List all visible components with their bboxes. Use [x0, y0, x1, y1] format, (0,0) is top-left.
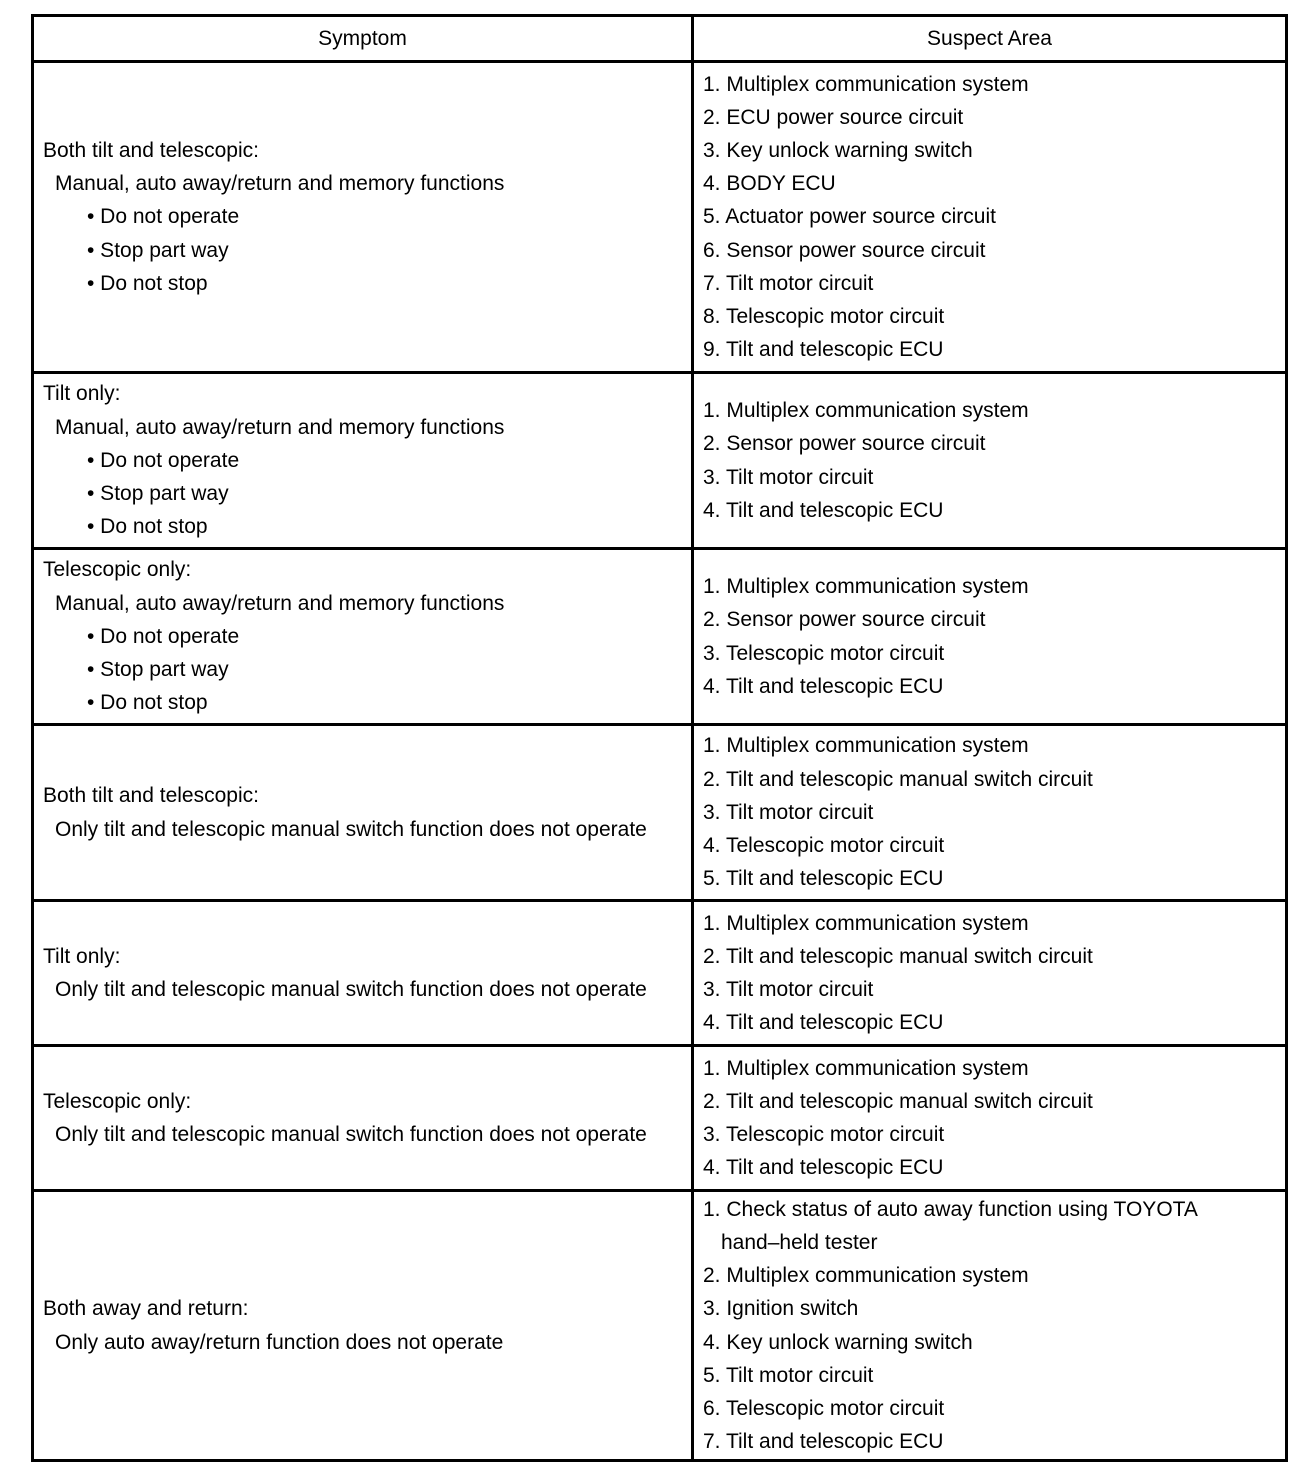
table-row — [34, 550, 1285, 726]
symptom-cell — [34, 1192, 691, 1459]
suspect-item: 3. Tilt motor circuit — [703, 800, 874, 824]
suspect-cell — [694, 550, 1285, 723]
table-row — [34, 1047, 1285, 1192]
suspect-item: 1. Check status of auto away function using TOYOTA — [703, 1197, 1198, 1221]
suspect-item: 7. Tilt and telescopic ECU — [703, 1430, 944, 1454]
suspect-item: 8. Telescopic motor circuit — [703, 305, 945, 328]
symptom-bullet: • Stop part way — [87, 238, 229, 262]
table-row — [34, 374, 1285, 550]
suspect-item: 9. Tilt and telescopic ECU — [703, 338, 944, 362]
suspect-item: 4. Tilt and telescopic ECU — [703, 674, 944, 698]
suspect-item: 4. Key unlock warning switch — [703, 1330, 973, 1354]
suspect-item: 1. Multiplex communication system — [703, 399, 1029, 423]
symptom-detail: Only tilt and telescopic manual switch function does not operate — [55, 978, 647, 1001]
header-symptom: Symptom — [318, 27, 407, 50]
suspect-item: 2. Tilt and telescopic manual switch circuit — [703, 1089, 1093, 1113]
symptom-cell — [34, 726, 691, 899]
suspect-item: 5. Tilt motor circuit — [703, 1363, 874, 1387]
symptom-bullet: • Stop part way — [87, 482, 229, 506]
symptom-title: Both tilt and telescopic: — [43, 138, 259, 162]
suspect-item: 2. Sensor power source circuit — [703, 432, 986, 456]
suspect-item: 1. Multiplex communication system — [703, 575, 1029, 599]
suspect-cell — [694, 374, 1285, 547]
symptom-title: Telescopic only: — [43, 1089, 192, 1113]
symptom-bullet: • Stop part way — [87, 658, 229, 682]
suspect-item: 4. Telescopic motor circuit — [703, 834, 945, 858]
symptom-bullet: • Do not stop — [87, 691, 208, 715]
suspect-item: 3. Tilt motor circuit — [703, 978, 874, 1001]
suspect-cell — [694, 726, 1285, 899]
suspect-item: 3. Telescopic motor circuit — [703, 641, 945, 665]
symptom-detail: Only tilt and telescopic manual switch function does not operate — [55, 1123, 647, 1146]
symptom-title: Both away and return: — [43, 1297, 249, 1321]
symptom-bullet: • Do not operate — [87, 624, 240, 648]
symptom-bullet: • Do not operate — [87, 448, 240, 472]
suspect-item: 3. Telescopic motor circuit — [703, 1123, 945, 1146]
suspect-item: 4. Tilt and telescopic ECU — [703, 1156, 944, 1180]
symptom-cell — [34, 550, 691, 723]
suspect-item: 2. Tilt and telescopic manual switch circuit — [703, 944, 1093, 968]
suspect-item: 2. Tilt and telescopic manual switch circuit — [703, 767, 1093, 791]
symptom-bullet: • Do not stop — [87, 515, 208, 539]
suspect-item: 5. Tilt and telescopic ECU — [703, 867, 944, 891]
symptom-cell — [34, 374, 691, 547]
header-suspect-area: Suspect Area — [927, 27, 1052, 50]
symptom-title: Telescopic only: — [43, 558, 192, 582]
suspect-cell — [694, 63, 1285, 371]
suspect-item-continuation: hand–held tester — [721, 1230, 878, 1254]
symptom-cell — [34, 902, 691, 1044]
suspect-item: 3. Tilt motor circuit — [703, 465, 874, 489]
table-row — [34, 63, 1285, 374]
suspect-item: 4. BODY ECU — [703, 172, 836, 196]
suspect-cell — [694, 1192, 1285, 1459]
suspect-item: 1. Multiplex communication system — [703, 1056, 1029, 1080]
table-row — [34, 726, 1285, 902]
symptom-detail: Manual, auto away/return and memory functions — [55, 591, 505, 615]
suspect-item: 7. Tilt motor circuit — [703, 271, 874, 295]
table-header-row — [34, 17, 1285, 63]
symptom-cell — [34, 63, 691, 371]
suspect-item: 2. ECU power source circuit — [703, 105, 964, 129]
suspect-item: 6. Telescopic motor circuit — [703, 1396, 945, 1420]
suspect-item: 5. Actuator power source circuit — [703, 205, 996, 229]
symptom-title: Tilt only: — [43, 944, 121, 968]
suspect-item: 2. Multiplex communication system — [703, 1264, 1029, 1288]
suspect-item: 4. Tilt and telescopic ECU — [703, 498, 944, 522]
suspect-item: 1. Multiplex communication system — [703, 911, 1029, 935]
symptom-detail: Manual, auto away/return and memory functions — [55, 172, 505, 196]
suspect-item: 6. Sensor power source circuit — [703, 238, 986, 262]
symptom-detail: Only auto away/return function does not operate — [55, 1330, 504, 1354]
suspect-item: 1. Multiplex communication system — [703, 72, 1029, 96]
symptom-bullet: • Do not operate — [87, 205, 240, 229]
symptom-cell — [34, 1047, 691, 1189]
symptom-bullet: • Do not stop — [87, 271, 208, 295]
suspect-item: 1. Multiplex communication system — [703, 734, 1029, 758]
suspect-cell — [694, 1047, 1285, 1189]
suspect-item: 2. Sensor power source circuit — [703, 608, 986, 632]
suspect-cell — [694, 902, 1285, 1044]
symptom-detail: Only tilt and telescopic manual switch function does not operate — [55, 817, 647, 841]
table-row — [34, 902, 1285, 1047]
symptom-table — [31, 14, 1288, 1462]
suspect-item: 4. Tilt and telescopic ECU — [703, 1011, 944, 1035]
symptom-detail: Manual, auto away/return and memory functions — [55, 415, 505, 439]
symptom-title: Both tilt and telescopic: — [43, 784, 259, 808]
table-row — [34, 1192, 1285, 1459]
suspect-item: 3. Ignition switch — [703, 1297, 859, 1321]
symptom-title: Tilt only: — [43, 382, 121, 406]
suspect-item: 3. Key unlock warning switch — [703, 138, 973, 162]
